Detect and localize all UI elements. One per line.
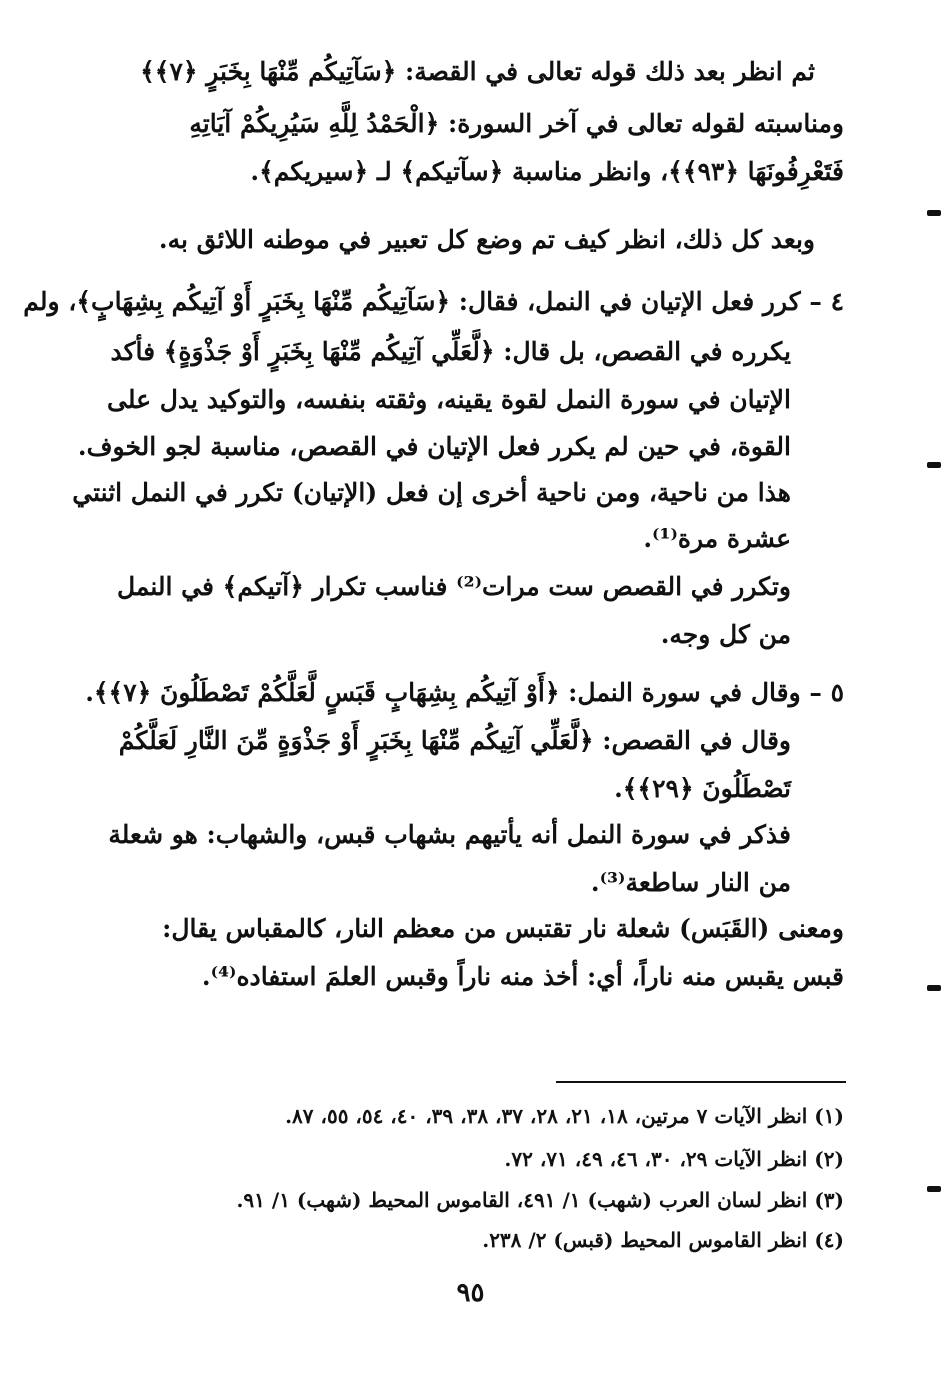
text-line: هذا من ناحية، ومن ناحية أخرى إن فعل (الإتيان) تكرر في النمل اثنتي	[72, 478, 791, 507]
list-item-5: ٥ – وقال في سورة النمل: ﴿أَوْ آتِيكُم بِشِهَابٍ قَبَسٍ لَّعَلَّكُمْ تَصْطَلُونَ ﴿٧﴾﴾.	[85, 678, 844, 707]
text-line: ومناسبته لقوله تعالى في آخر السورة: ﴿الْحَمْدُ لِلَّهِ سَيُرِيكُمْ آيَاتِهِ	[189, 109, 844, 138]
text-line: وبعد كل ذلك، انظر كيف تم وضع كل تعبير في موطنه اللائق به.	[158, 225, 815, 254]
text-line: عشرة مرة⁽¹⁾.	[643, 524, 791, 553]
scan-edge-mark	[927, 985, 941, 991]
text-line: ومعنى (القَبَس) شعلة نار تقتبس من معظم النار، كالمقباس يقال:	[162, 914, 844, 943]
scan-edge-mark	[927, 462, 941, 468]
footnote: (٢) انظر الآيات ٢٩، ٣٠، ٤٦، ٤٩، ٧١، ٧٢.	[504, 1147, 844, 1171]
scan-edge-mark	[927, 210, 941, 216]
footnote: (١) انظر الآيات ٧ مرتين، ١٨، ٢١، ٢٨، ٣٧، ٣٨، ٣٩، ٤٠، ٥٤، ٥٥، ٨٧.	[285, 1104, 844, 1128]
list-item-4: ٤ – كرر فعل الإتيان في النمل، فقال: ﴿سَآتِيكُم مِّنْهَا بِخَبَرٍ أَوْ آتِيكُم بِشِهَابٍ﴾، ولم	[23, 287, 844, 316]
text-line: الإتيان في سورة النمل لقوة يقينه، وثقته بنفسه، والتوكيد يدل على	[107, 385, 791, 414]
footnote: (٣) انظر لسان العرب (شهب) ١/ ٤٩١، القاموس المحيط (شهب) ١/ ٩١.	[236, 1188, 844, 1212]
scan-edge-mark	[927, 1186, 941, 1192]
text-line: تَصْطَلُونَ ﴿٢٩﴾﴾.	[614, 774, 791, 803]
text-line: وقال في القصص: ﴿لَّعَلِّي آتِيكُم مِّنْهَا بِخَبَرٍ أَوْ جَذْوَةٍ مِّنَ النَّارِ لَعَلَّكُمْ	[118, 726, 791, 755]
text-line: فذكر في سورة النمل أنه يأتيهم بشهاب قبس، والشهاب: هو شعلة	[108, 820, 791, 849]
text-line: يكرره في القصص، بل قال: ﴿لَّعَلِّي آتِيكُم مِّنْهَا بِخَبَرٍ أَوْ جَذْوَةٍ﴾ فأكد	[110, 337, 791, 366]
text-line: من النار ساطعة⁽³⁾.	[590, 868, 791, 897]
text-line: من كل وجه.	[660, 620, 791, 649]
footnote-separator	[556, 1081, 846, 1083]
footnote: (٤) انظر القاموس المحيط (قبس) ٢/ ٢٣٨.	[482, 1228, 844, 1252]
text-line: قبس يقبس منه ناراً، أي: أخذ منه ناراً وقبس العلمَ استفاده⁽⁴⁾.	[201, 962, 844, 991]
page-number: ٩٥	[456, 1278, 485, 1308]
text-line: القوة، في حين لم يكرر فعل الإتيان في القصص، مناسبة لجو الخوف.	[77, 432, 791, 461]
text-line: وتكرر في القصص ست مرات⁽²⁾ فناسب تكرار ﴿آتيكم﴾ في النمل	[116, 572, 791, 601]
text-line: فَتَعْرِفُونَهَا ﴿٩٣﴾﴾، وانظر مناسبة ﴿سآتيكم﴾ لـ ﴿سيريكم﴾.	[250, 157, 844, 186]
text-line: ثم انظر بعد ذلك قوله تعالى في القصة: ﴿سَآتِيكُم مِّنْهَا بِخَبَرٍ ﴿٧﴾﴾	[140, 57, 815, 86]
